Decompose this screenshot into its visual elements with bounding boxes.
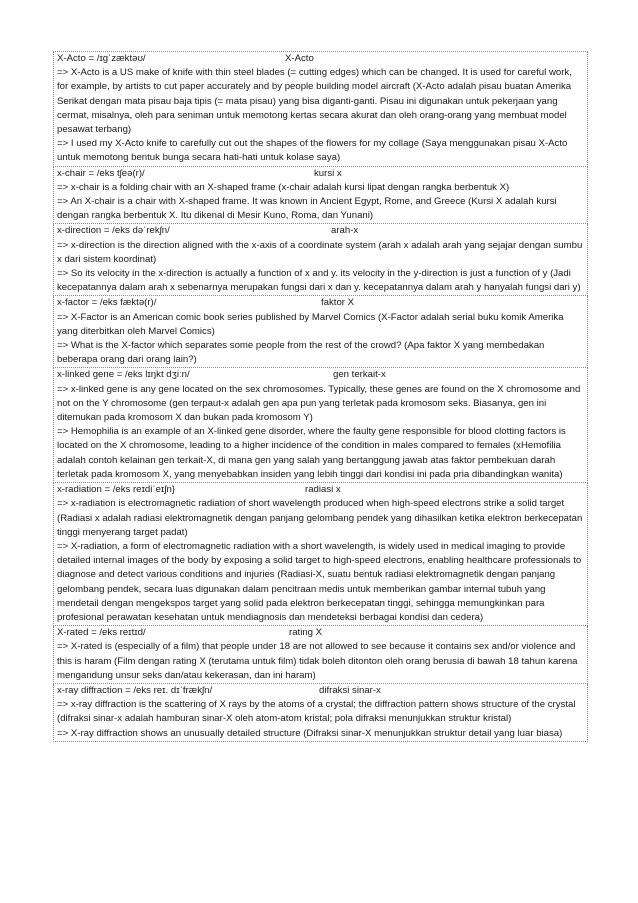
example-sentence: => X-radiation, a form of electromagnetic radiation with a short wavelength, is widely used in medical imaging to provide detailed internal images of the body by exposing a solid target to high-speed electrons, enabling healthcare professionals to diagnose and detect various conditions and injuries (Radiasi-X, suatu bentuk radiasi elektromagnetik dengan panjang gelombang pendek, secara luas digunakan dalam pencitraan medis untuk memberikan gambar internal tubuh yang mendetail dengan mengekspos target yang solid pada elektron berkecepatan tinggi, sehingga memungkinkan para profesional perawatan kesehatan untuk mendiagnosis dan mendeteksi berbagai kondisi dan cedera) [57, 540, 582, 623]
entry-translation: radiasi x [305, 484, 341, 496]
entry-term: x-ray diffraction = /eks reɪ. dɪˈfrækʃn/ [57, 684, 213, 696]
example-sentence: => X-rated is (especially of a film) that people under 18 are not allowed to see because it contains sex and/or violence and this is haram (Film dengan rating X (terutama untuk film) tidak boleh ditonton oleh orang berusia di bawah 18 tahun karena mengandung unsur seks dan/atau kekerasan, dan ini haram) [57, 641, 578, 681]
entry-heading [57, 224, 585, 238]
entry-translation: arah-x [331, 225, 359, 237]
entry-heading [57, 368, 585, 382]
entry-term: x-factor = /eks fæktə(r)/ [57, 297, 157, 309]
entry-translation: difraksi sinar-x [319, 684, 381, 696]
example-sentence: => x-ray diffraction is the scattering of X rays by the atoms of a crystal; the diffraction pattern shows structure of the crystal (difraksi sinar-x adalah hamburan sinar-X oleh atom-atom kristal; pola difraksi menunjukkan struktur kristal) [57, 699, 576, 725]
entry-term: x-chair = /eks tʃeə(r)/ [57, 167, 145, 179]
entry-translation: gen terkait-x [333, 369, 386, 381]
entry-heading [57, 626, 585, 640]
glossary-entry [53, 224, 588, 296]
entry-heading [57, 296, 585, 310]
glossary-entry [53, 167, 588, 225]
example-sentence: => X-Acto is a US make of knife with thin steel blades (= cutting edges) which can be changed. It is used for careful work, for example, by artists to cut paper accurately and by people building model aircraft (X-Acto adalah pisau buatan Amerika Serikat dengan mata pisau baja tipis (= mata pisau) yang bisa diganti-ganti. Pisau ini digunakan untuk pekerjaan yang cermat, misalnya, oleh para seniman untuk memotong kertas secara akurat dan oleh orang-orang yang membuat model pesawat terbang) [57, 67, 572, 136]
example-sentence: => Hemophilia is an example of an X-linked gene disorder, where the faulty gene responsible for blood clotting factors is located on the X chromosome, leading to a higher incidence of the condition in males compared to females (xHemofilia adalah contoh kelainan gen terkait-X, di mana gen yang salah yang bertanggung jawab atas faktor pembekuan darah terletak pada kromosom X, yang menyebabkan insiden yang lebih tinggi dari kondisi ini pada pria dibandingkan wanita) [57, 426, 566, 480]
entry-heading [57, 167, 585, 181]
entry-term: x-linked gene = /eks lɪŋkt dʒiːn/ [57, 369, 190, 381]
glossary-document [53, 51, 588, 742]
entry-translation: rating X [289, 627, 323, 639]
entry-term: x-radiation = /eks reɪdiˈeɪʃn} [57, 484, 176, 496]
glossary-entry [53, 626, 588, 684]
example-sentence: => x-chair is a folding chair with an X-shaped frame (x-chair adalah kursi lipat dengan rangka berbentuk X) [57, 181, 510, 193]
entry-term: X-rated = /eks reɪtɪd/ [57, 627, 146, 639]
example-sentence: => I used my X-Acto knife to carefully cut out the shapes of the flowers for my collage (Saya menggunakan pisau X-Acto untuk memotong bentuk bunga secara hati-hati untuk kolase saya) [57, 138, 568, 164]
entry-term: x-direction = /eks dəˈrekʃn/ [57, 225, 170, 237]
example-sentence: => An X-chair is a chair with X-shaped frame. It was known in Ancient Egypt, Rome, and Greece (Kursi X adalah kursi dengan rangka berbentuk X. Itu dikenal di Mesir Kuno, Roma, dan Yunani) [57, 196, 557, 222]
example-sentence: => X-ray diffraction shows an unusually detailed structure (Difraksi sinar-X menunjukkan struktur detail yang luar biasa) [57, 727, 563, 739]
entry-translation: X-Acto [285, 53, 314, 64]
example-sentence: => x-radiation is electromagnetic radiation of short wavelength produced when high-speed electrons strike a solid target (Radiasi x adalah radiasi elektromagnetik dengan panjang gelombang pendek yang dihasilkan ketika elektron berkecepatan tinggi menyerang target padat) [57, 498, 583, 538]
example-sentence: => x-linked gene is any gene located on the sex chromosomes. Typically, these genes are found on the X chromosome and not on the Y chromosome (gen terpaut-x adalah gen apa pun yang terletak pada kromosom seks. Biasanya, gen ini ditemukan pada kromosom X dan bukan pada kromosom Y) [57, 383, 581, 424]
example-sentence: => So its velocity in the x-direction is actually a function of x and y. its velocity in the y-direction is just a function of y (Jadi kecepatannya dalam arah x sebenarnya merupakan fungsi dari x dan y. kecepatannya dalam arah y hanyalah fungsi dari y) [57, 268, 581, 294]
entry-heading [57, 52, 585, 66]
glossary-entry [53, 684, 588, 742]
entry-translation: kursi x [314, 167, 342, 179]
example-sentence: => X-Factor is an American comic book series published by Marvel Comics (X-Factor adalah serial buku komik Amerika yang diterbitkan oleh Marvel Comics) [57, 311, 564, 337]
entry-translation: faktor X [321, 297, 355, 309]
example-sentence: => What is the X-factor which separates some people from the rest of the crowd? (Apa faktor X yang membedakan beberapa orang dari orang lain?) [57, 340, 545, 366]
example-sentence: => x-direction is the direction aligned with the x-axis of a coordinate system (arah x adalah arah yang sejajar dengan sumbu x dari sistem koordinat) [57, 239, 583, 265]
glossary-entry [53, 296, 588, 368]
glossary-entry [53, 483, 588, 626]
entry-term: X-Acto = /ɪɡˈzæktəʊ/ [57, 53, 146, 64]
entry-heading [57, 483, 585, 497]
entry-heading [57, 684, 585, 698]
glossary-entry [53, 51, 588, 167]
glossary-entry [53, 368, 588, 483]
